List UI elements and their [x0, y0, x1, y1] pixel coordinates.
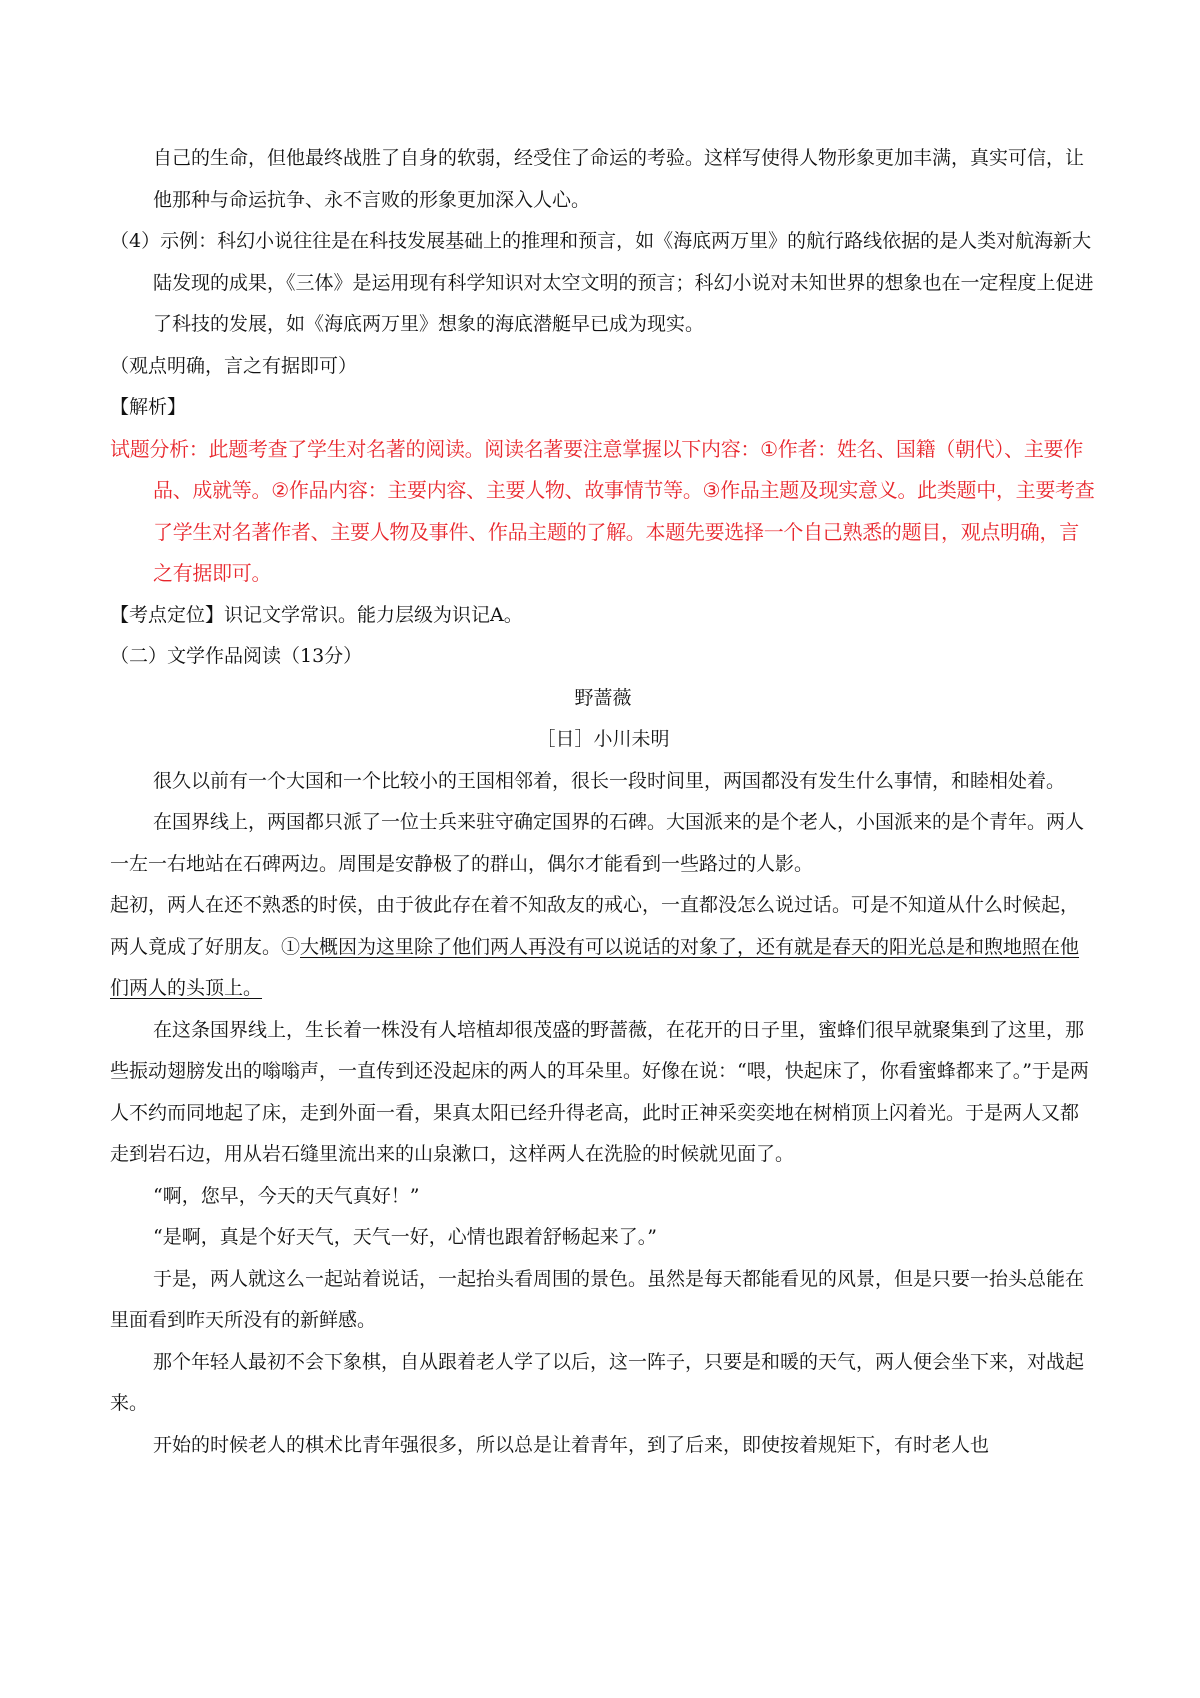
article-author: ［日］小川未明 — [536, 728, 670, 750]
article-paragraph-4: 在这条国界线上，生长着一株没有人培植却很茂盛的野蔷薇，在花开的日子里，蜜蜂们很早就聚集到了这里，那些振动翅膀发出的嗡嗡声，一直传到还没起床的两人的耳朵里。好像在说：“喂，快起床了，你看蜜蜂都来了。”于是两人不约而同地起了床，走到外面一看，果真太阳已经升得老高，此时正神采奕奕地在树梢顶上闪着光。于是两人又都走到岩石边，用从岩石缝里流出来的山泉漱口，这样两人在洗脸的时候就见面了。 — [110, 1018, 1089, 1165]
answer-4: （4）示例：科幻小说往往是在科技发展基础上的推理和预言，如《海底两万里》的航行路线依据的是人类对航海新大陆发现的成果，《三体》是运用现有科学知识对太空文明的预言；科幻小说对未知世界的想象也在一定程度上促进了科技的发展，如《海底两万里》想象的海底潜艇早已成为现实。 — [110, 230, 1094, 335]
article-paragraph-2: 在国界线上，两国都只派了一位士兵来驻守确定国界的石碑。大国派来的是个老人，小国派来的是个青年。两人一左一右地站在石碑两边。周围是安静极了的群山，偶尔才能看到一些路过的人影。 — [110, 811, 1085, 875]
article-paragraph-9: 开始的时候老人的棋术比青年强很多，所以总是让着青年，到了后来，即使按着规矩下，有时老人也 — [153, 1433, 990, 1456]
analysis-heading: 【解析】 — [110, 396, 187, 418]
article-paragraph-6: “是啊，真是个好天气，天气一好，心情也跟着舒畅起来了。” — [153, 1226, 657, 1248]
article-paragraph-8: 那个年轻人最初不会下象棋，自从跟着老人学了以后，这一阵子，只要是和暖的天气，两人便会坐下来，对战起来。 — [110, 1350, 1085, 1414]
article-title: 野蔷薇 — [574, 686, 632, 709]
article-paragraph-3 — [110, 885, 1096, 1010]
article-paragraph-1: 很久以前有一个大国和一个比较小的王国相邻着，很长一段时间里，两国都没有发生什么事情，和睦相处着。 — [153, 769, 1066, 792]
answer-continuation: 自己的生命，但他最终战胜了自身的软弱，经受住了命运的考验。这样写使得人物形象更加丰满，真实可信，让他那种与命运抗争、永不言败的形象更加深入人心。 — [153, 147, 1085, 211]
underlined-sentence: 大概因为这里除了他们两人再没有可以说话的对象了，还有就是春天的阳光总是和煦地照在他们两人的头顶上。 — [110, 935, 1080, 999]
kaodian-line: 【考点定位】识记文学常识。能力层级为识记A。 — [110, 603, 523, 626]
document-body — [110, 138, 1096, 1466]
article-paragraph-5: “啊，您早，今天的天气真好！” — [153, 1184, 420, 1207]
analysis-body: 试题分析：此题考查了学生对名著的阅读。阅读名著要注意掌握以下内容：①作者：姓名、国籍（朝代）、主要作品、成就等。②作品内容：主要内容、主要人物、故事情节等。③作品主题及现实意义。此类题中，主要考查了学生对名著作者、主要人物及事件、作品主题的了解。本题先要选择一个自己熟悉的题目，观点明确，言之有据即可。 — [110, 436, 1095, 585]
article-paragraph-7: 于是，两人就这么一起站着说话，一起抬头看周围的景色。虽然是每天都能看见的风景，但是只要一抬头总能在里面看到昨天所没有的新鲜感。 — [110, 1267, 1085, 1331]
section-heading: （二）文学作品阅读（13分） — [110, 645, 363, 667]
answer-note: （观点明确，言之有据即可） — [110, 354, 358, 377]
paragraph-3-text: 起初，两人在还不熟悉的时侯，由于彼此存在着不知敌友的戒心，一直都没怎么说过话。可是不知道从什么时候起，两人竟成了好朋友。① — [110, 894, 1080, 958]
